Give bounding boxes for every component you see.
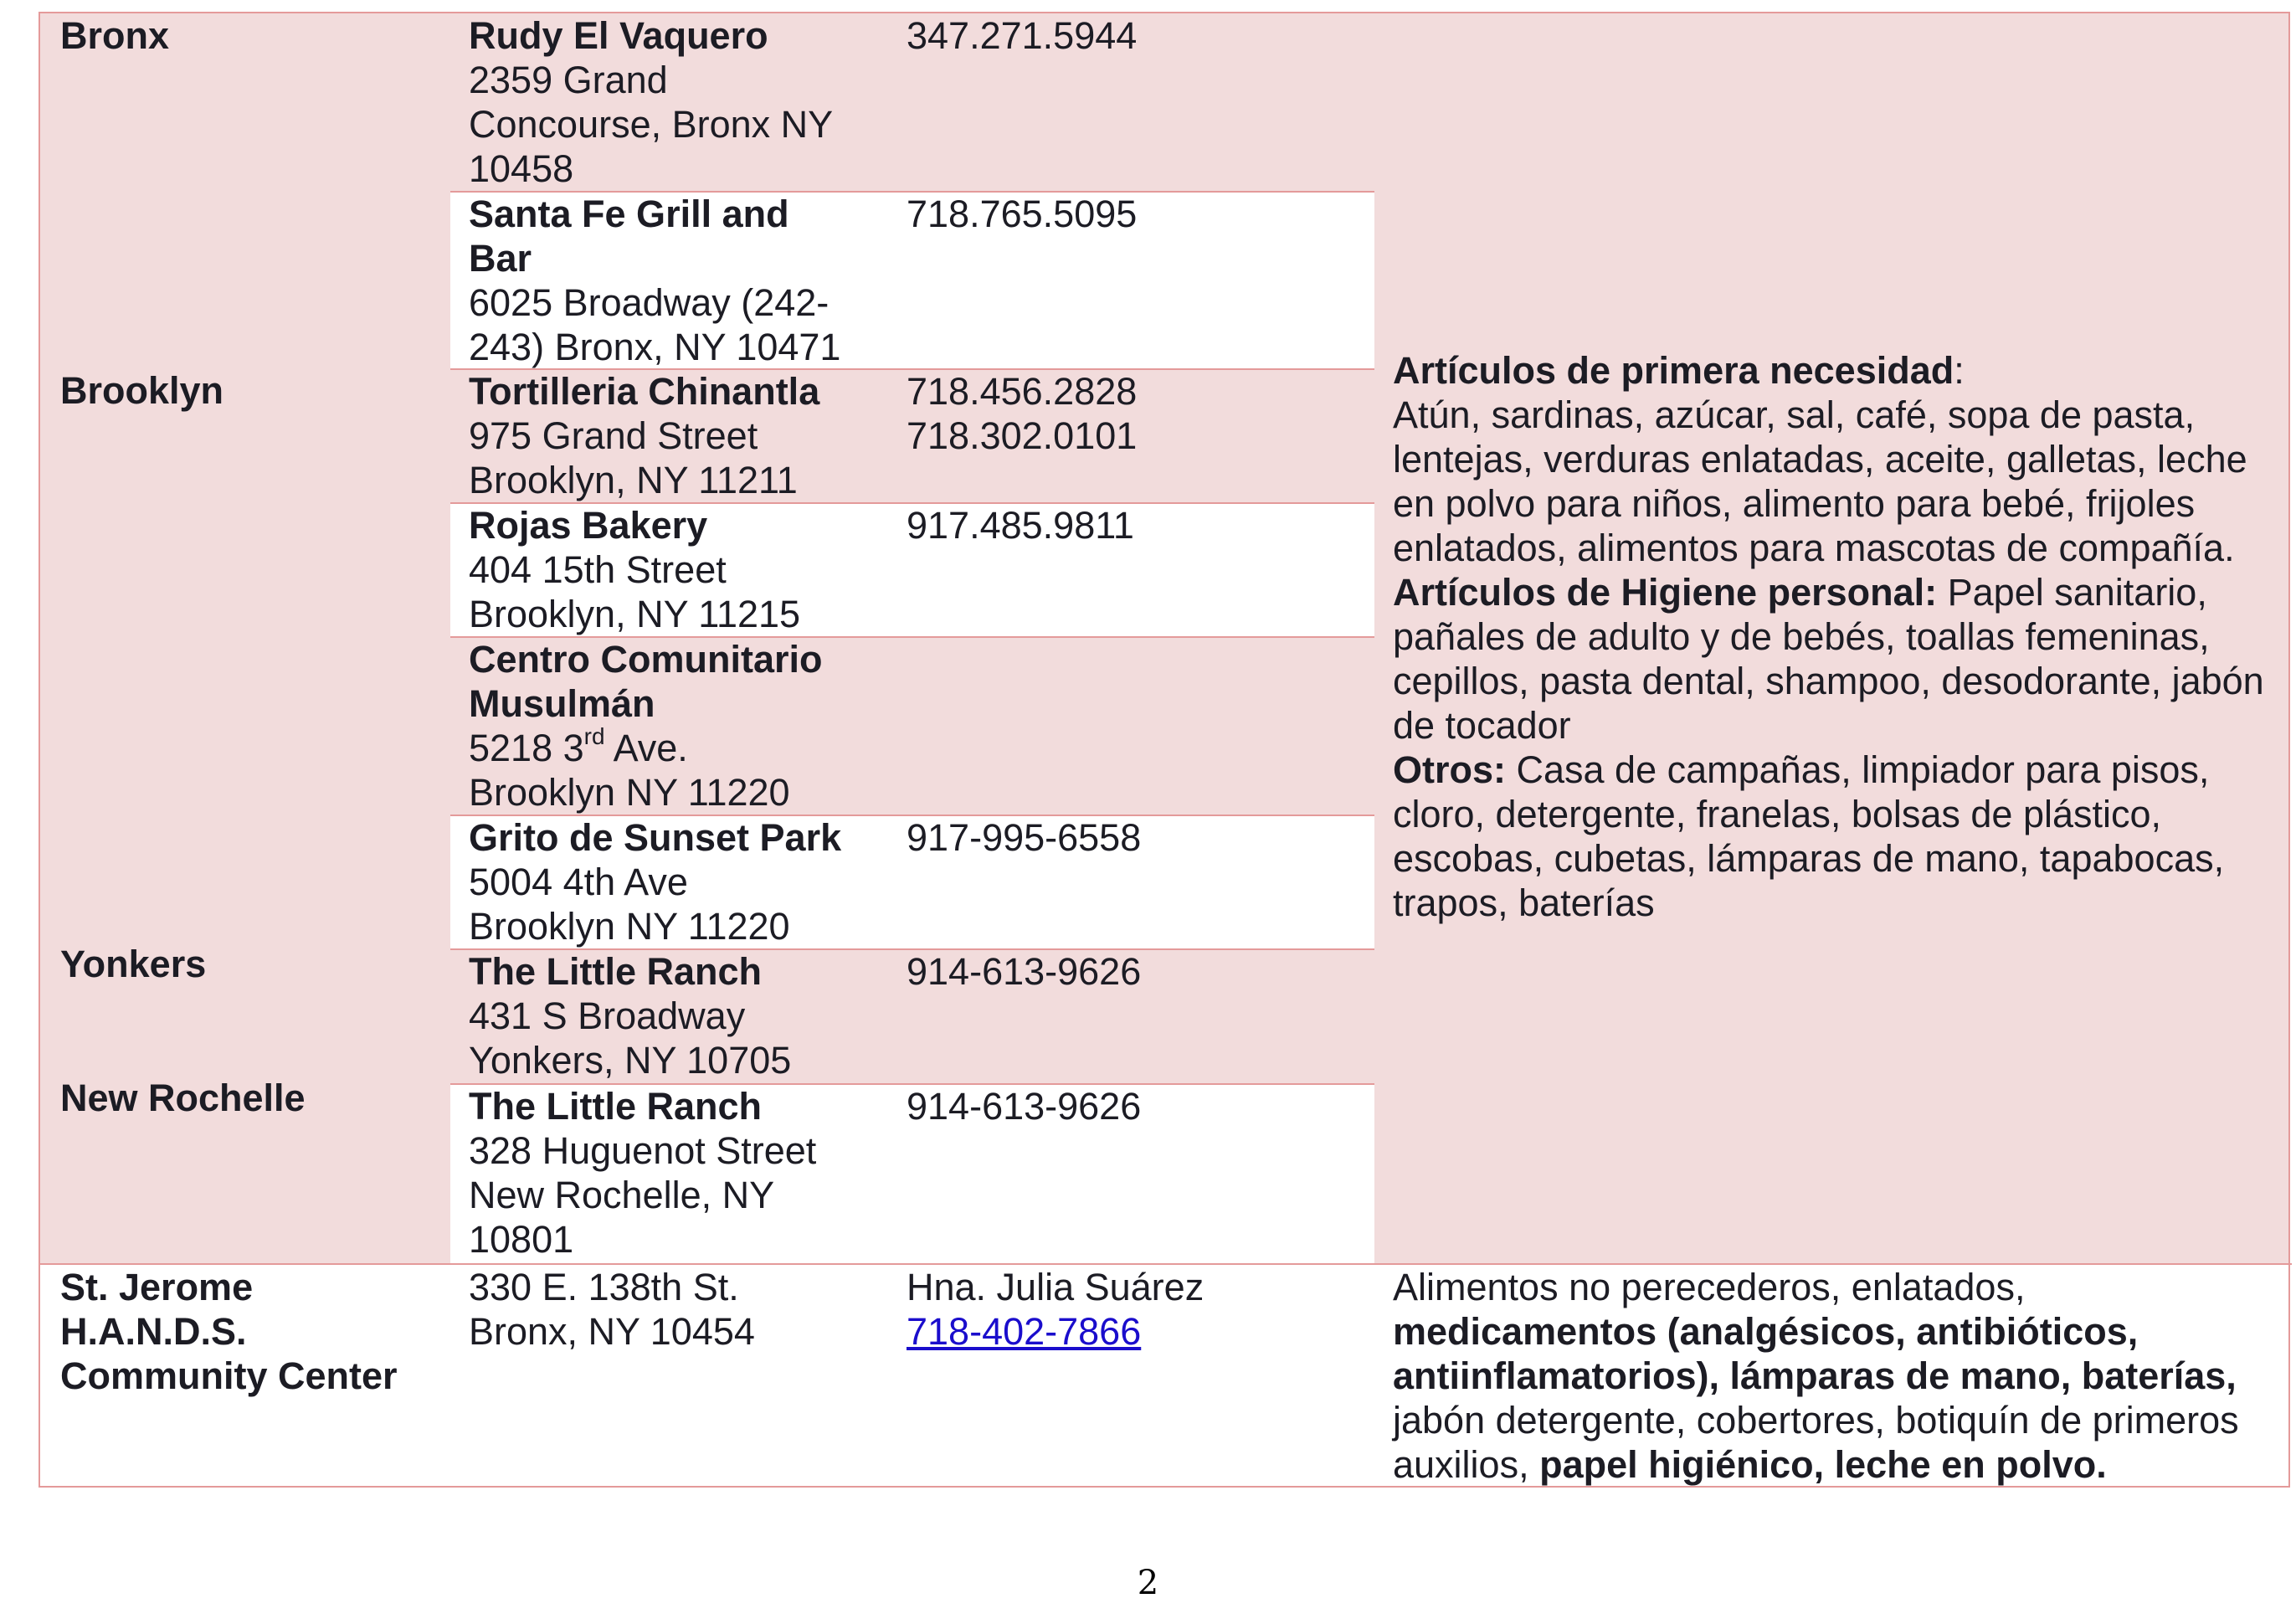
jerome-address: 330 E. 138th St. Bronx, NY 10454 <box>469 1266 755 1353</box>
site-name: The Little Ranch <box>469 1085 763 1128</box>
needs-text: Artículos de primera necesidad: Atún, sardinas, azúcar, sal, café, sopa de pasta, lentejas, verduras enlatadas, aceite, galletas, leche en polvo para niños, alimento para bebé, frijoles enlatados, alimentos para mascotas de compañía. Artículos de Higiene personal: Papel sanitario, pañales de adulto y de bebés, toallas femeninas, cepillos, pasta dental, shampoo, desodorante, jabón de tocador Otros: Casa de campañas, limpiador para pisos, cloro, detergente, franelas, bolsas de plástico, escobas, cubetas, lámparas de mano, tapabocas, trapos, baterías <box>1393 348 2270 925</box>
jerome-row <box>40 1265 2288 1486</box>
location-brooklyn: Brooklyn <box>60 369 224 412</box>
site-address-line: 6025 Broadway (242- <box>469 281 830 324</box>
site-row <box>450 949 886 1084</box>
location-yonkers: Yonkers <box>60 943 207 985</box>
site-address-line: 5218 3rd Ave. <box>469 723 688 769</box>
site-name: Rudy El Vaquero <box>469 14 768 57</box>
site-row <box>450 815 886 949</box>
site-address-line: 431 S Broadway <box>469 994 746 1037</box>
site-phone-cell <box>886 815 1374 949</box>
site-name-continued: Bar <box>469 237 532 280</box>
jerome-needs: Alimentos no perecederos, enlatados, medicamentos (analgésicos, antibióticos, antiinflamatorios), lámparas de mano, baterías, jabón detergente, cobertores, botiquín de primeros auxilios, papel higiénico, leche en polvo. <box>1393 1266 2239 1486</box>
row-divider <box>450 502 1374 504</box>
site-address-line: Brooklyn, NY 11215 <box>469 593 801 635</box>
site-name-continued: Musulmán <box>469 682 655 725</box>
location-column <box>40 13 450 1263</box>
site-address-line: Yonkers, NY 10705 <box>469 1039 792 1082</box>
site-address-line: 5004 4th Ave <box>469 861 688 903</box>
site-phone-cell <box>886 13 1374 192</box>
site-phone-cell <box>886 1084 1374 1263</box>
row-divider <box>450 368 1374 370</box>
site-phone-cell <box>886 637 1374 815</box>
site-row <box>450 637 886 815</box>
row-divider <box>450 191 1374 193</box>
site-phone-cell <box>886 503 1374 637</box>
site-name: Grito de Sunset Park <box>469 816 842 859</box>
site-row <box>450 13 886 192</box>
site-phone: 914-613-9626 <box>907 1085 1142 1128</box>
basic-items-text: Atún, sardinas, azúcar, sal, café, sopa de pasta, lentejas, verduras enlatadas, aceite, galletas, leche en polvo para niños, alimento para bebé, frijoles enlatados, alimentos para mascotas de compañía. <box>1393 393 2247 569</box>
site-address-line: 328 Huguenot Street <box>469 1129 817 1172</box>
hygiene-label: Artículos de Higiene personal: <box>1393 571 1938 614</box>
site-name: The Little Ranch <box>469 950 763 993</box>
site-phone: 914-613-9626 <box>907 950 1142 993</box>
site-row <box>450 369 886 503</box>
location-new-rochelle: New Rochelle <box>60 1077 306 1119</box>
row-divider <box>450 636 1374 638</box>
row-divider <box>450 815 1374 816</box>
jerome-contact <box>907 1265 1204 1354</box>
jerome-name: St. Jerome H.A.N.D.S. Community Center <box>60 1266 398 1397</box>
others-text: Casa de campañas, limpiador para pisos, cloro, detergente, franelas, bolsas de plástico, escobas, cubetas, lámparas de mano, tapabocas, trapos, baterías <box>1393 748 2225 924</box>
site-phone: 718.765.5095 <box>907 193 1138 235</box>
contact-name: Hna. Julia Suárez <box>907 1266 1205 1308</box>
row-divider <box>450 1083 1374 1085</box>
hygiene-text: Papel sanitario, pañales de adulto y de bebés, toallas femeninas, cepillos, pasta dental, shampoo, desodorante, jabón de tocador <box>1393 571 2264 747</box>
site-address-line: 975 Grand Street <box>469 414 758 457</box>
site-phone-cell <box>886 369 1374 503</box>
site-phone: 917.485.9811 <box>907 504 1134 547</box>
site-name: Santa Fe Grill and <box>469 193 789 235</box>
site-row <box>450 192 886 369</box>
site-phone: 718.456.2828 <box>907 370 1138 413</box>
row-divider <box>450 948 1374 950</box>
page-number: 2 <box>1137 1564 1159 1602</box>
site-phone: 347.271.5944 <box>907 14 1138 57</box>
site-address-line: Brooklyn NY 11220 <box>469 905 790 948</box>
resource-table <box>39 12 2290 1488</box>
site-address-line: Concourse, Bronx NY <box>469 103 834 146</box>
site-name: Rojas Bakery <box>469 504 708 547</box>
site-row <box>450 503 886 637</box>
others-label: Otros: <box>1393 748 1506 791</box>
site-address-line: Brooklyn NY 11220 <box>469 771 790 814</box>
site-address-line: 10801 <box>469 1218 574 1261</box>
site-address-line: 404 15th Street <box>469 548 727 591</box>
site-phone-cell <box>886 192 1374 369</box>
location-bronx: Bronx <box>60 14 170 57</box>
site-row <box>450 1084 886 1263</box>
site-address-line: 243) Bronx, NY 10471 <box>469 326 841 368</box>
site-phone-cell <box>886 949 1374 1084</box>
site-address-line: New Rochelle, NY <box>469 1174 775 1216</box>
needs-column <box>1374 13 2288 1263</box>
phone-link[interactable]: 718-402-7866 <box>907 1310 1142 1353</box>
site-address-line: 10458 <box>469 147 574 190</box>
site-phone: 917-995-6558 <box>907 816 1142 859</box>
site-name: Centro Comunitario <box>469 638 823 681</box>
site-address-line: Brooklyn, NY 11211 <box>469 459 798 501</box>
site-name: Tortilleria Chinantla <box>469 370 820 413</box>
site-address-line: 2359 Grand <box>469 59 668 101</box>
site-phone: 718.302.0101 <box>907 414 1138 457</box>
basic-items-label: Artículos de primera necesidad <box>1393 349 1954 392</box>
